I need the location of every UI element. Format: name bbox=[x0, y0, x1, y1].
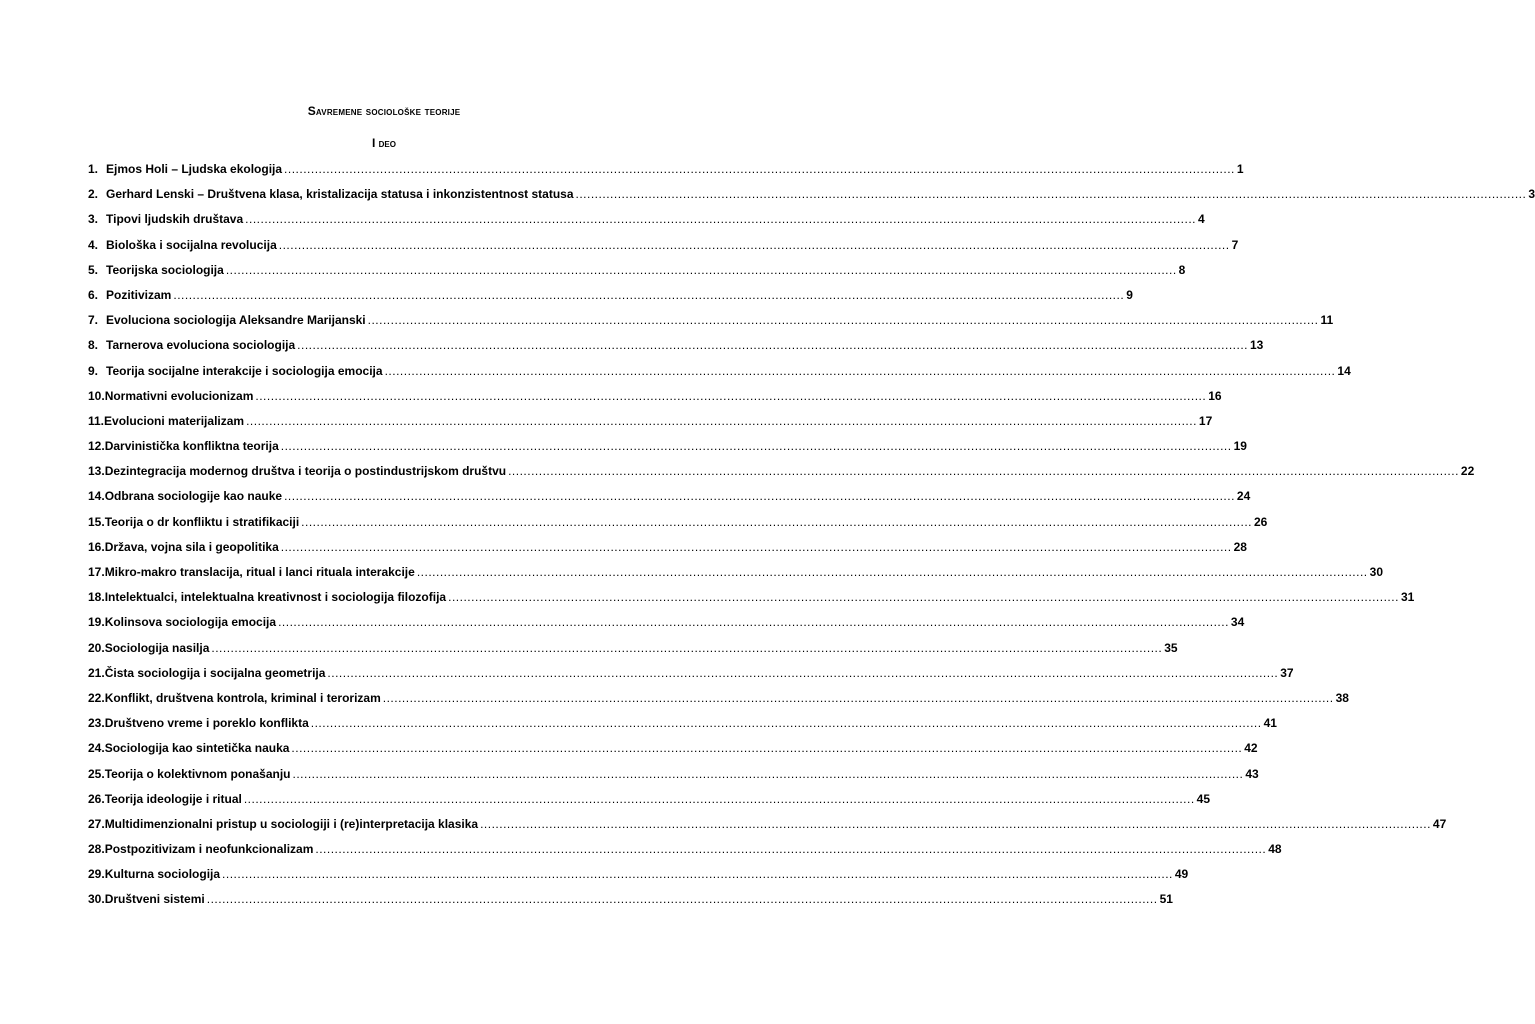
toc-entry-page-number: 17 bbox=[1198, 413, 1213, 428]
toc-dot-leader bbox=[278, 615, 1229, 629]
toc-dot-leader bbox=[576, 187, 1527, 201]
toc-entry-title: Kulturna sociologija bbox=[104, 867, 221, 882]
toc-entry-title: Normativni evolucionizam bbox=[104, 388, 254, 403]
toc-dot-leader bbox=[417, 565, 1368, 579]
toc-entry[interactable] bbox=[88, 439, 1247, 464]
toc-dot-leader bbox=[173, 288, 1124, 302]
toc-dot-leader bbox=[245, 212, 1196, 226]
toc-entry-number: 20. bbox=[88, 640, 105, 655]
toc-entry-title: Teorija ideologije i ritual bbox=[104, 791, 242, 806]
toc-dot-leader bbox=[383, 691, 1334, 705]
toc-dot-leader bbox=[480, 817, 1431, 831]
toc-entry[interactable] bbox=[88, 287, 1133, 313]
toc-entry-number: 1. bbox=[88, 162, 99, 176]
toc-entry-page-number: 8 bbox=[1178, 262, 1186, 277]
toc-entry-page-number: 24 bbox=[1236, 489, 1251, 504]
toc-entry-number: 14. bbox=[88, 489, 105, 504]
toc-entry[interactable] bbox=[88, 514, 1268, 540]
toc-entry-page-number: 3 bbox=[1528, 187, 1535, 202]
toc-entry-page-number: 19 bbox=[1233, 439, 1247, 454]
toc-entry-title: Dezintegracija modernog društva i teorija o postindustrijskom društvu bbox=[104, 464, 507, 479]
toc-dot-leader bbox=[297, 338, 1248, 352]
toc-entry[interactable] bbox=[88, 867, 1189, 892]
toc-dot-leader bbox=[255, 389, 1206, 403]
toc-dot-leader bbox=[508, 464, 1459, 478]
toc-entry-number: 26. bbox=[88, 791, 105, 806]
toc-entry-page-number: 1 bbox=[1236, 162, 1244, 176]
toc-entry-number: 13. bbox=[88, 464, 105, 479]
toc-entry[interactable] bbox=[88, 716, 1277, 741]
toc-entry[interactable] bbox=[88, 187, 1535, 212]
toc-dot-leader bbox=[284, 489, 1235, 503]
toc-entry-number: 30. bbox=[88, 892, 105, 907]
toc-dot-leader bbox=[244, 792, 1195, 806]
part-heading: I deo bbox=[371, 136, 396, 150]
toc-entry[interactable] bbox=[88, 162, 1244, 187]
toc-dot-leader bbox=[222, 867, 1173, 881]
toc-entry-number: 5. bbox=[88, 262, 99, 277]
toc-entry-page-number: 30 bbox=[1369, 565, 1383, 579]
toc-entry-number: 12. bbox=[88, 439, 105, 454]
toc-entry-number: 16. bbox=[88, 539, 105, 554]
toc-entry-title: Sociologija nasilja bbox=[104, 640, 210, 655]
toc-entry[interactable] bbox=[88, 212, 1205, 237]
toc-entry-title: Tipovi ljudskih društava bbox=[106, 212, 244, 227]
toc-entry[interactable] bbox=[88, 640, 1178, 666]
toc-entry-page-number: 31 bbox=[1400, 590, 1415, 605]
toc-entry-title: Teorija socijalne interakcije i sociologija emocija bbox=[106, 363, 383, 378]
toc-entry-title: Društveni sistemi bbox=[104, 892, 205, 907]
toc-entry-page-number: 51 bbox=[1159, 892, 1173, 907]
toc-entry-number: 22. bbox=[88, 690, 105, 705]
toc-entry-number: 15. bbox=[88, 514, 105, 529]
toc-entry-page-number: 47 bbox=[1432, 816, 1447, 831]
toc-entry-page-number: 43 bbox=[1245, 766, 1259, 781]
toc-entry-page-number: 48 bbox=[1268, 842, 1282, 857]
toc-entry-title: Intelektualci, intelektualna kreativnost i sociologija filozofija bbox=[104, 590, 447, 605]
toc-entry-number: 6. bbox=[88, 287, 99, 302]
toc-dot-leader bbox=[291, 741, 1242, 755]
toc-entry[interactable] bbox=[88, 489, 1251, 514]
toc-entry-number: 21. bbox=[88, 665, 105, 680]
toc-entry-title: Konflikt, društvena kontrola, kriminal i terorizam bbox=[104, 690, 381, 705]
toc-dot-leader bbox=[281, 439, 1232, 453]
toc-entry-page-number: 26 bbox=[1254, 514, 1268, 529]
toc-entry-page-number: 11 bbox=[1320, 313, 1334, 328]
toc-entry[interactable] bbox=[88, 766, 1259, 792]
toc-entry[interactable] bbox=[88, 791, 1211, 817]
toc-entry-page-number: 14 bbox=[1337, 363, 1351, 378]
toc-entry-page-number: 38 bbox=[1335, 690, 1349, 705]
toc-entry-number: 27. bbox=[88, 816, 105, 831]
toc-dot-leader bbox=[315, 842, 1266, 856]
toc-entry[interactable] bbox=[88, 413, 1213, 439]
toc-entry-number: 10. bbox=[88, 388, 105, 403]
toc-entry-number: 2. bbox=[88, 187, 99, 202]
table-of-contents bbox=[88, 162, 1535, 918]
toc-entry-title: Teorija o kolektivnom ponašanju bbox=[104, 766, 291, 781]
toc-entry-title: Multidimenzionalni pristup u sociologiji i (re)interpretacija klasika bbox=[104, 816, 479, 831]
toc-dot-leader bbox=[281, 540, 1232, 554]
toc-entry-title: Društveno vreme i poreklo konflikta bbox=[104, 716, 309, 731]
toc-entry-number: 28. bbox=[88, 842, 105, 857]
toc-entry[interactable] bbox=[88, 539, 1247, 565]
toc-entry-title: Darvinistička konfliktna teorija bbox=[104, 439, 279, 454]
toc-entry-page-number: 16 bbox=[1208, 388, 1222, 403]
toc-entry-number: 17. bbox=[88, 565, 105, 579]
toc-entry-title: Ejmos Holi – Ljudska ekologija bbox=[106, 162, 283, 176]
toc-entry-title: Sociologija kao sintetička nauka bbox=[104, 741, 290, 756]
toc-entry-title: Tarnerova evoluciona sociologija bbox=[106, 338, 296, 353]
toc-entry-number: 8. bbox=[88, 338, 99, 353]
toc-entry-title: Pozitivizam bbox=[106, 287, 172, 302]
toc-entry-number: 11. bbox=[88, 413, 105, 428]
toc-entry-number: 25. bbox=[88, 766, 105, 781]
toc-dot-leader bbox=[284, 162, 1235, 176]
toc-entry-page-number: 13 bbox=[1250, 338, 1264, 353]
toc-entry-title: Odbrana sociologije kao nauke bbox=[104, 489, 283, 504]
toc-entry-number: 19. bbox=[88, 615, 105, 630]
toc-entry[interactable] bbox=[88, 665, 1294, 691]
toc-entry[interactable] bbox=[88, 690, 1349, 716]
toc-dot-leader bbox=[226, 263, 1177, 277]
toc-entry-title: Teorijska sociologija bbox=[106, 262, 224, 277]
toc-dot-leader bbox=[246, 414, 1197, 428]
toc-entry-page-number: 35 bbox=[1164, 640, 1178, 655]
toc-entry-page-number: 37 bbox=[1280, 665, 1294, 680]
toc-entry[interactable] bbox=[88, 842, 1282, 867]
toc-entry-page-number: 22 bbox=[1460, 464, 1475, 479]
toc-dot-leader bbox=[327, 666, 1278, 680]
toc-entry-title: Mikro-makro translacija, ritual i lanci rituala interakcije bbox=[104, 565, 415, 579]
toc-entry-number: 18. bbox=[88, 590, 105, 605]
toc-entry-page-number: 45 bbox=[1196, 791, 1211, 806]
toc-entry-number: 29. bbox=[88, 867, 105, 882]
toc-dot-leader bbox=[301, 515, 1252, 529]
toc-entry-page-number: 41 bbox=[1263, 716, 1277, 731]
toc-entry-number: 3. bbox=[88, 212, 99, 227]
toc-entry-number: 4. bbox=[88, 237, 99, 252]
toc-entry-title: Evoluciona sociologija Aleksandre Marijanski bbox=[106, 313, 366, 328]
toc-entry-page-number: 4 bbox=[1197, 212, 1205, 227]
toc-entry[interactable] bbox=[88, 892, 1173, 917]
toc-entry[interactable] bbox=[88, 237, 1239, 263]
toc-entry-page-number: 34 bbox=[1230, 615, 1245, 630]
toc-entry[interactable] bbox=[88, 338, 1264, 363]
toc-entry[interactable] bbox=[88, 363, 1351, 389]
toc-dot-leader bbox=[211, 641, 1162, 655]
toc-dot-leader bbox=[385, 364, 1336, 378]
toc-entry-page-number: 9 bbox=[1126, 287, 1133, 302]
toc-dot-leader bbox=[368, 313, 1319, 327]
toc-dot-leader bbox=[207, 892, 1158, 906]
toc-entry-title: Teorija o dr konfliktu i stratifikaciji bbox=[104, 514, 300, 529]
toc-entry[interactable] bbox=[88, 262, 1186, 288]
toc-entry[interactable] bbox=[88, 313, 1334, 338]
toc-entry-number: 9. bbox=[88, 363, 99, 378]
toc-entry-page-number: 7 bbox=[1231, 237, 1239, 252]
toc-entry-title: Kolinsova sociologija emocija bbox=[104, 615, 277, 630]
document-title: Savremene sociološke teorije bbox=[307, 104, 461, 118]
toc-entry-title: Evolucioni materijalizam bbox=[104, 413, 245, 428]
toc-entry-title: Postpozitivizam i neofunkcionalizam bbox=[104, 842, 314, 857]
toc-entry-title: Gerhard Lenski – Društvena klasa, kristalizacija statusa i inkonzistentnost statusa bbox=[106, 187, 574, 202]
toc-entry[interactable] bbox=[88, 615, 1245, 640]
toc-entry[interactable] bbox=[88, 388, 1222, 414]
toc-dot-leader bbox=[311, 716, 1262, 730]
toc-entry-title: Država, vojna sila i geopolitika bbox=[104, 539, 279, 554]
toc-entry[interactable] bbox=[88, 464, 1475, 489]
toc-dot-leader bbox=[279, 238, 1230, 252]
toc-dot-leader bbox=[293, 767, 1244, 781]
toc-entry-page-number: 28 bbox=[1233, 539, 1247, 554]
toc-entry[interactable] bbox=[88, 590, 1415, 615]
toc-entry-page-number: 49 bbox=[1174, 867, 1189, 882]
toc-dot-leader bbox=[448, 590, 1399, 604]
toc-entry-title: Biološka i socijalna revolucija bbox=[106, 237, 277, 252]
toc-entry[interactable] bbox=[88, 816, 1447, 842]
toc-entry[interactable] bbox=[88, 565, 1383, 590]
toc-entry[interactable] bbox=[88, 741, 1258, 766]
toc-entry-number: 7. bbox=[88, 313, 99, 328]
toc-entry-title: Čista sociologija i socijalna geometrija bbox=[104, 665, 326, 680]
toc-entry-number: 23. bbox=[88, 716, 105, 731]
toc-entry-page-number: 42 bbox=[1244, 741, 1258, 756]
toc-entry-number: 24. bbox=[88, 741, 105, 756]
